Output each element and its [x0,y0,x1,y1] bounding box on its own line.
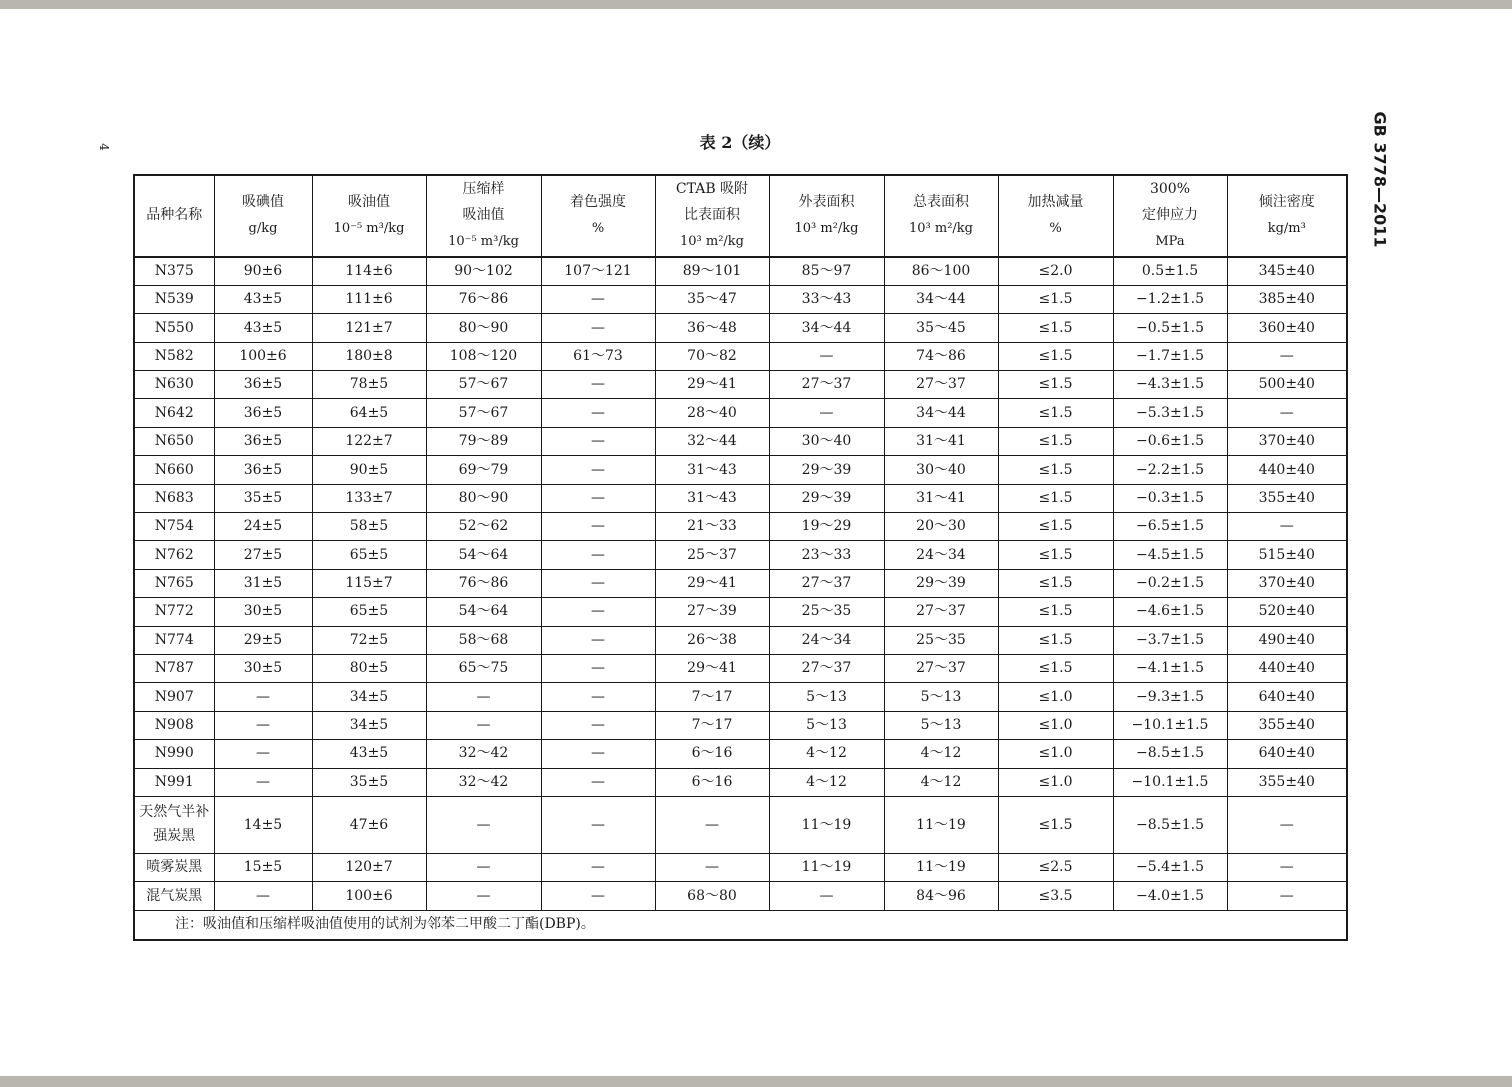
grade-name-cell: N774 [134,626,214,654]
grade-name-cell: N539 [134,285,214,313]
table-cell: 65±5 [312,598,426,626]
table-cell: 31～41 [884,427,998,455]
table-cell: — [655,796,769,853]
table-cell: 370±40 [1227,427,1347,455]
top-scan-edge [0,0,1512,9]
table-cell: −1.2±1.5 [1113,285,1227,313]
grade-name-cell: 天然气半补强炭黑 [134,796,214,853]
table-cell: 133±7 [312,484,426,512]
table-cell: — [541,683,655,711]
table-cell: — [541,796,655,853]
grade-name-cell: N650 [134,427,214,455]
standard-code: GB 3778—2011 [1370,111,1390,248]
table-cell: 11～19 [769,796,884,853]
table-cell: 20～30 [884,513,998,541]
grade-name-cell: N754 [134,513,214,541]
table-cell: 5～13 [884,711,998,739]
table-cell: 80±5 [312,654,426,682]
header-cell: 吸油值 10⁻⁵ m³/kg [312,175,426,257]
table-cell: 25～35 [884,626,998,654]
table-cell: 34～44 [884,399,998,427]
table-cell: 78±5 [312,371,426,399]
table-row [134,626,1347,654]
table-cell: — [769,342,884,370]
header-cell: 品种名称 [134,175,214,257]
table-row [134,598,1347,626]
table-cell: 27～39 [655,598,769,626]
grade-name-cell: 喷雾炭黑 [134,853,214,881]
table-cell: ≤1.5 [998,456,1113,484]
table-cell: ≤1.0 [998,711,1113,739]
table-cell: 100±6 [312,882,426,910]
table-cell: — [541,654,655,682]
table-cell: — [426,796,541,853]
table-cell: — [541,740,655,768]
table-cell: 6～16 [655,768,769,796]
table-cell: — [1227,399,1347,427]
table-cell: −4.1±1.5 [1113,654,1227,682]
table-cell: 34～44 [769,314,884,342]
table-cell: ≤1.5 [998,598,1113,626]
table-cell: — [214,711,312,739]
table-cell: 111±6 [312,285,426,313]
table-cell: 30～40 [884,456,998,484]
table-cell: 32～44 [655,427,769,455]
grade-name-cell: N787 [134,654,214,682]
table-cell: ≤1.5 [998,626,1113,654]
table-cell: 35～45 [884,314,998,342]
table-cell: 29～39 [769,484,884,512]
table-cell: 7～17 [655,711,769,739]
table-cell: 23～33 [769,541,884,569]
table-cell: −0.2±1.5 [1113,569,1227,597]
table-cell: 43±5 [214,285,312,313]
table-cell: — [541,427,655,455]
table-cell: 4～12 [769,768,884,796]
table-cell: 490±40 [1227,626,1347,654]
table-row [134,314,1347,342]
table-cell: — [541,882,655,910]
table-cell: 355±40 [1227,768,1347,796]
table-cell: — [1227,796,1347,853]
table-cell: 25～37 [655,541,769,569]
table-cell: 500±40 [1227,371,1347,399]
table-cell: −6.5±1.5 [1113,513,1227,541]
table-cell: 114±6 [312,257,426,285]
header-cell: 加热减量 % [998,175,1113,257]
table-cell: 32～42 [426,768,541,796]
table-row [134,285,1347,313]
table-cell: — [769,399,884,427]
table-cell: 36±5 [214,427,312,455]
table-cell: 29～39 [769,456,884,484]
table-cell: ≤1.5 [998,796,1113,853]
grade-name-cell: N990 [134,740,214,768]
table-cell: 24～34 [769,626,884,654]
table-cell: — [214,740,312,768]
table-cell: 35～47 [655,285,769,313]
table-cell: 90±6 [214,257,312,285]
table-cell: ≤1.5 [998,513,1113,541]
table-cell: ≤1.5 [998,399,1113,427]
table-cell: −4.6±1.5 [1113,598,1227,626]
table-cell: 5～13 [769,711,884,739]
table-cell: 5～13 [884,683,998,711]
table-cell: 27～37 [884,371,998,399]
table-cell: 65±5 [312,541,426,569]
table-cell: 84～96 [884,882,998,910]
table-cell: 120±7 [312,853,426,881]
header-cell: 着色强度 % [541,175,655,257]
table-cell: 36±5 [214,371,312,399]
table-cell: 34±5 [312,711,426,739]
table-cell: — [541,314,655,342]
table-cell: — [426,683,541,711]
table-cell: ≤1.5 [998,285,1113,313]
table-cell: 640±40 [1227,683,1347,711]
table-cell: 0.5±1.5 [1113,257,1227,285]
table-cell: — [541,285,655,313]
table-cell: 80～90 [426,484,541,512]
table-cell: — [541,853,655,881]
table-cell: 14±5 [214,796,312,853]
table-row [134,541,1347,569]
table-cell: — [426,711,541,739]
header-cell: 吸碘值 g/kg [214,175,312,257]
table-cell: 54～64 [426,541,541,569]
table-cell: 19～29 [769,513,884,541]
table-cell: −3.7±1.5 [1113,626,1227,654]
table-cell: 27～37 [769,569,884,597]
grade-name-cell: N765 [134,569,214,597]
grade-name-cell: N683 [134,484,214,512]
table-note: 注：吸油值和压缩样吸油值使用的试剂为邻苯二甲酸二丁酯(DBP)。 [134,910,1347,940]
table-cell: — [541,399,655,427]
table-cell: 85～97 [769,257,884,285]
table-cell: −10.1±1.5 [1113,768,1227,796]
table-cell: — [541,711,655,739]
table-row [134,740,1347,768]
table-cell: 100±6 [214,342,312,370]
header-cell: 外表面积 10³ m²/kg [769,175,884,257]
table-cell: −5.3±1.5 [1113,399,1227,427]
table-cell: 33～43 [769,285,884,313]
table-cell: — [541,371,655,399]
table-cell: 26～38 [655,626,769,654]
table-cell: 385±40 [1227,285,1347,313]
table-cell: 515±40 [1227,541,1347,569]
table-cell: 640±40 [1227,740,1347,768]
table-cell: 31～41 [884,484,998,512]
table-cell: ≤1.5 [998,484,1113,512]
page-number: 4 [96,143,111,151]
table-row [134,569,1347,597]
table-cell: 29～39 [884,569,998,597]
table-cell: 34±5 [312,683,426,711]
table-cell: 68～80 [655,882,769,910]
table-cell: 5～13 [769,683,884,711]
table-cell: ≤2.5 [998,853,1113,881]
table-cell: −5.4±1.5 [1113,853,1227,881]
table-cell: 61～73 [541,342,655,370]
table-cell: 4～12 [884,740,998,768]
table-cell: — [655,853,769,881]
table-row [134,882,1347,910]
table-cell: −0.3±1.5 [1113,484,1227,512]
grade-name-cell: N907 [134,683,214,711]
table-cell: 32～42 [426,740,541,768]
note-row [134,910,1347,940]
table-cell: 29～41 [655,569,769,597]
table-row [134,711,1347,739]
grade-name-cell: 混气炭黑 [134,882,214,910]
table-cell: 11～19 [769,853,884,881]
table-cell: −0.5±1.5 [1113,314,1227,342]
grade-name-cell: N582 [134,342,214,370]
table-cell: 90～102 [426,257,541,285]
table-cell: — [1227,853,1347,881]
table-cell: 30～40 [769,427,884,455]
grade-name-cell: N660 [134,456,214,484]
table-cell: 36±5 [214,456,312,484]
table-cell: 24±5 [214,513,312,541]
carbon-black-properties-table [133,174,1348,941]
table-cell: −4.0±1.5 [1113,882,1227,910]
table-cell: 4～12 [769,740,884,768]
table-cell: 25～35 [769,598,884,626]
table-cell: 89～101 [655,257,769,285]
table-cell: ≤1.5 [998,342,1113,370]
table-cell: 74～86 [884,342,998,370]
header-cell: CTAB 吸附 比表面积 10³ m²/kg [655,175,769,257]
table-cell: 15±5 [214,853,312,881]
table-cell: 27～37 [769,371,884,399]
table-cell: 11～19 [884,853,998,881]
table-row [134,513,1347,541]
grade-name-cell: N762 [134,541,214,569]
table-cell: 355±40 [1227,711,1347,739]
table-cell: 27±5 [214,541,312,569]
table-row [134,456,1347,484]
table-cell: 79～89 [426,427,541,455]
table-cell: — [214,882,312,910]
table-cell: −8.5±1.5 [1113,796,1227,853]
grade-name-cell: N642 [134,399,214,427]
table-cell: — [541,626,655,654]
table-cell: 65～75 [426,654,541,682]
table-cell: 80～90 [426,314,541,342]
table-cell: 28～40 [655,399,769,427]
grade-name-cell: N375 [134,257,214,285]
table-cell: 43±5 [214,314,312,342]
table-cell: — [214,683,312,711]
table-row [134,683,1347,711]
table-row [134,399,1347,427]
table-cell: 35±5 [214,484,312,512]
table-cell: 47±6 [312,796,426,853]
table-cell: −10.1±1.5 [1113,711,1227,739]
table-cell: −0.6±1.5 [1113,427,1227,455]
table-row [134,371,1347,399]
table-cell: — [426,882,541,910]
table-cell: 86～100 [884,257,998,285]
table-cell: 11～19 [884,796,998,853]
table-cell: 76～86 [426,569,541,597]
grade-name-cell: N630 [134,371,214,399]
table-cell: 345±40 [1227,257,1347,285]
table-cell: ≤1.5 [998,314,1113,342]
table-row [134,342,1347,370]
table-cell: 30±5 [214,598,312,626]
table-cell: 108～120 [426,342,541,370]
table-cell: 440±40 [1227,456,1347,484]
table-cell: 31～43 [655,456,769,484]
table-cell: 122±7 [312,427,426,455]
table-cell: 36±5 [214,399,312,427]
table-cell: ≤1.5 [998,541,1113,569]
table-cell: 72±5 [312,626,426,654]
table-cell: 520±40 [1227,598,1347,626]
table-cell: 370±40 [1227,569,1347,597]
table-row [134,796,1347,853]
table-cell: 76～86 [426,285,541,313]
table-cell: ≤1.0 [998,740,1113,768]
table-cell: — [541,456,655,484]
table-cell: 115±7 [312,569,426,597]
table-cell: 36～48 [655,314,769,342]
table-cell: −9.3±1.5 [1113,683,1227,711]
header-cell: 压缩样 吸油值 10⁻⁵ m³/kg [426,175,541,257]
table-cell: 121±7 [312,314,426,342]
table-cell: −1.7±1.5 [1113,342,1227,370]
table-cell: 27～37 [769,654,884,682]
table-cell: 6～16 [655,740,769,768]
table-cell: 4～12 [884,768,998,796]
table-cell: 30±5 [214,654,312,682]
header-row [134,175,1347,257]
table-cell: 31±5 [214,569,312,597]
table-cell: ≤2.0 [998,257,1113,285]
table-title: 表 2（续） [699,133,781,152]
table-cell: 107～121 [541,257,655,285]
table-cell: — [541,768,655,796]
grade-name-cell: N550 [134,314,214,342]
table-row [134,427,1347,455]
table-row [134,654,1347,682]
table-cell: — [541,541,655,569]
table-cell: 180±8 [312,342,426,370]
table-cell: ≤1.5 [998,569,1113,597]
table-cell: — [541,513,655,541]
table-cell: 90±5 [312,456,426,484]
table-cell: ≤1.5 [998,427,1113,455]
table-row [134,257,1347,285]
table-cell: −4.3±1.5 [1113,371,1227,399]
table-cell: 69～79 [426,456,541,484]
table-cell: 29±5 [214,626,312,654]
table-cell: ≤1.5 [998,371,1113,399]
table-cell: 29～41 [655,654,769,682]
table-cell: — [1227,342,1347,370]
table-cell: 70～82 [655,342,769,370]
table-cell: — [1227,513,1347,541]
table-cell: 360±40 [1227,314,1347,342]
table-cell: 54～64 [426,598,541,626]
table-cell: 21～33 [655,513,769,541]
table-cell: −8.5±1.5 [1113,740,1227,768]
table-cell: 355±40 [1227,484,1347,512]
header-cell: 300% 定伸应力 MPa [1113,175,1227,257]
grade-name-cell: N908 [134,711,214,739]
table-cell: — [426,853,541,881]
table-cell: — [769,882,884,910]
table-cell: ≤1.5 [998,654,1113,682]
table-cell: ≤1.0 [998,683,1113,711]
header-cell: 总表面积 10³ m²/kg [884,175,998,257]
table-row [134,853,1347,881]
table-cell: 7～17 [655,683,769,711]
table-cell: ≤3.5 [998,882,1113,910]
table-cell: −2.2±1.5 [1113,456,1227,484]
table-cell: 34～44 [884,285,998,313]
bottom-scan-edge [0,1076,1512,1087]
table-cell: 64±5 [312,399,426,427]
table-cell: 27～37 [884,598,998,626]
grade-name-cell: N772 [134,598,214,626]
header-cell: 倾注密度 kg/m³ [1227,175,1347,257]
table-cell: 440±40 [1227,654,1347,682]
table-cell: 29～41 [655,371,769,399]
table-cell: — [541,484,655,512]
table-cell: — [214,768,312,796]
table-cell: — [541,598,655,626]
table-cell: — [541,569,655,597]
table-cell: 27～37 [884,654,998,682]
table-cell: 57～67 [426,371,541,399]
table-cell: — [1227,882,1347,910]
table-cell: −4.5±1.5 [1113,541,1227,569]
table-cell: 35±5 [312,768,426,796]
table-row [134,768,1347,796]
table-cell: 57～67 [426,399,541,427]
table-cell: 31～43 [655,484,769,512]
table-cell: 43±5 [312,740,426,768]
table-cell: 24～34 [884,541,998,569]
table-cell: 58～68 [426,626,541,654]
table-row [134,484,1347,512]
table-cell: 58±5 [312,513,426,541]
grade-name-cell: N991 [134,768,214,796]
table-cell: 52～62 [426,513,541,541]
table-cell: ≤1.0 [998,768,1113,796]
